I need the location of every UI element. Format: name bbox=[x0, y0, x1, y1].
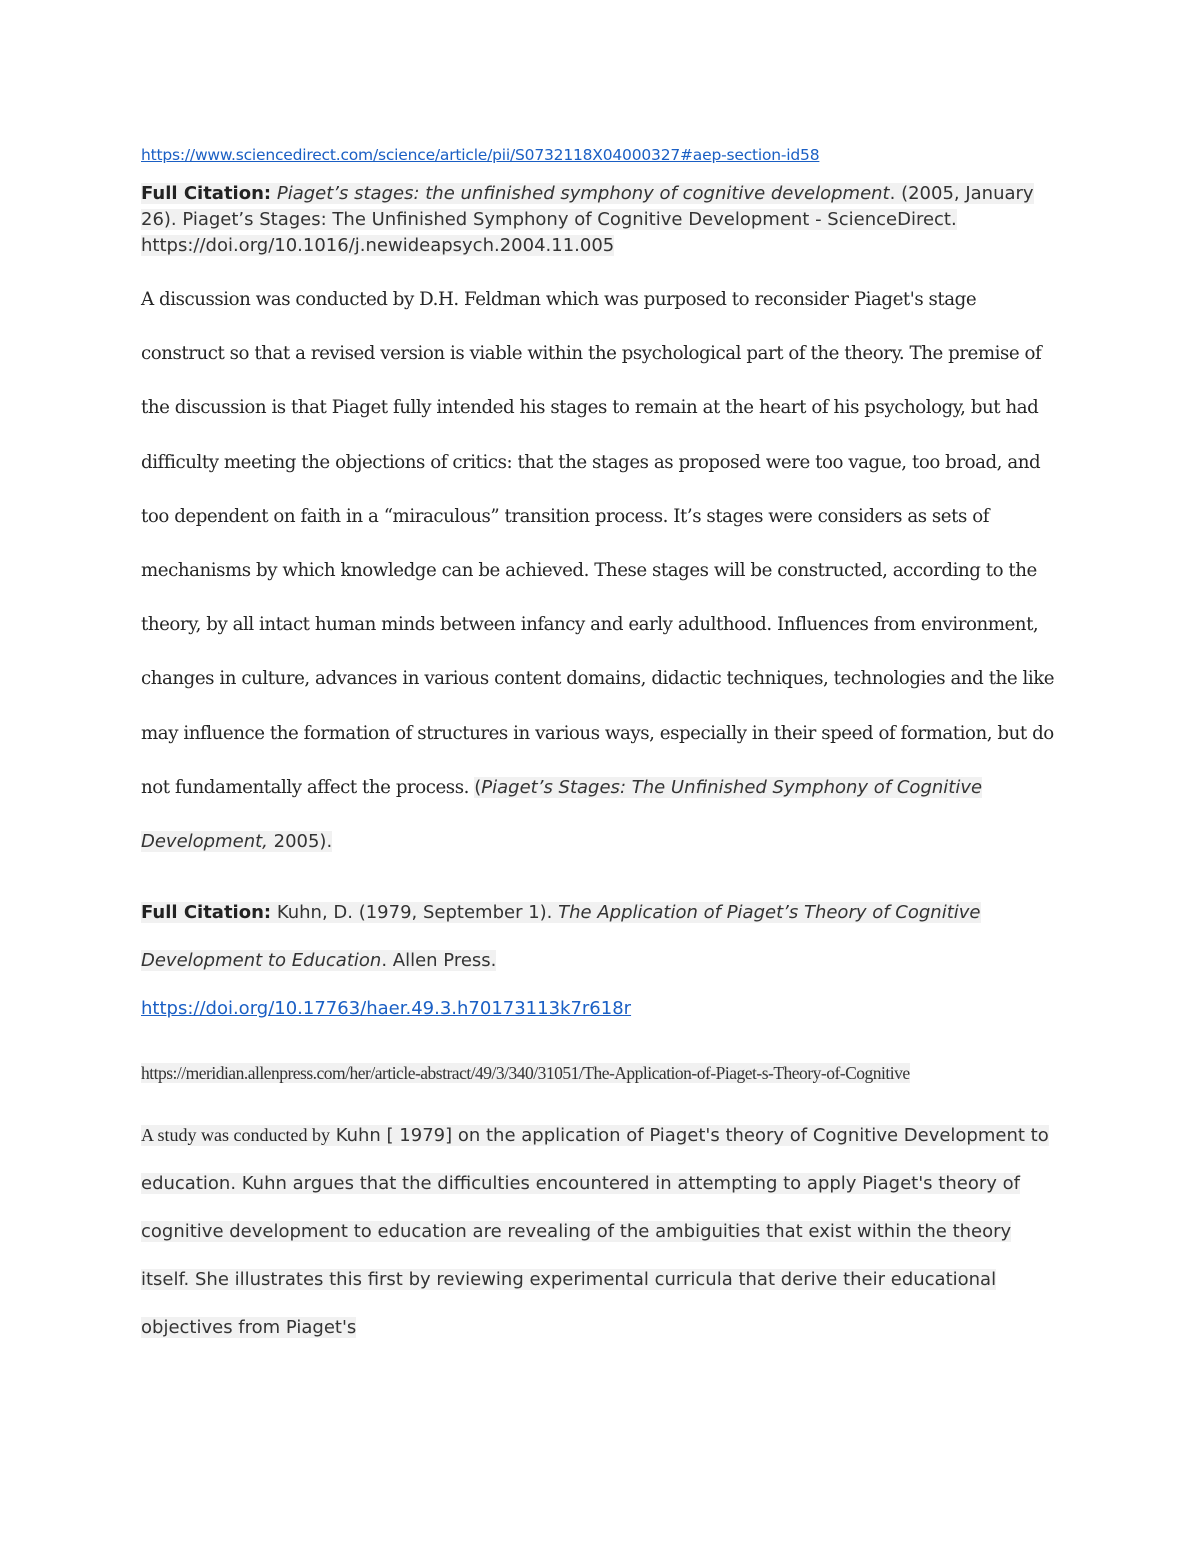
citation-details: . (2005, January 26). Piaget’s Stages: The Unfinished Symphony of Cognitive Development - ScienceDirect. https://doi.org/10.1016/j.newideapsych.2004.11.005 bbox=[141, 183, 1034, 256]
summary-paragraph-feldman bbox=[141, 273, 1061, 869]
summary-paragraph-kuhn bbox=[141, 1111, 1061, 1352]
citation-authors: Kuhn, D. (1979, September 1). bbox=[271, 902, 559, 924]
sciencedirect-url-line bbox=[141, 143, 1061, 167]
citation-title: The Application of Piaget’s Theory of Cognitive Development to Education bbox=[141, 902, 981, 972]
meridian-url: https://meridian.allenpress.com/her/article-abstract/49/3/340/31051/The-Application-of-Piaget-s-Theory-of-Cognitive bbox=[141, 1063, 910, 1084]
in-text-citation-year: 2005). bbox=[267, 831, 333, 853]
citation-feldman bbox=[141, 181, 1061, 259]
citation-publisher: . Allen Press. bbox=[381, 950, 497, 972]
summary-body: Kuhn [ 1979] on the application of Piaget's theory of Cognitive Development to education. Kuhn argues that the difficulties encountered in attempting to apply Piaget's theory of cognitive development to education are revealing of the ambiguities that exist within the theory itself. She illustrates this first by reviewing experimental curricula that derive their educational objectives from Piaget's bbox=[141, 1125, 1049, 1339]
citation-label: Full Citation: bbox=[141, 902, 272, 924]
citation-title: Piaget’s stages: the unfinished symphony of cognitive development bbox=[276, 183, 890, 204]
in-text-citation-title: Piaget’s Stages: The Unfinished Symphony of Cognitive Development, bbox=[141, 776, 983, 853]
summary-lead: A study was conducted by bbox=[141, 1125, 330, 1146]
in-text-citation-open: ( bbox=[474, 776, 482, 798]
doi-link[interactable]: https://doi.org/10.17763/haer.49.3.h70173113k7r618r bbox=[141, 998, 632, 1020]
summary-body: A discussion was conducted by D.H. Feldman which was purposed to reconsider Piaget's stage construct so that a revised version is viable within the psychological part of the theory. The premise of the discussion is that Piaget fully intended his stages to remain at the heart of his psychology, but had difficulty meeting the objections of critics: that the stages as proposed were too vague, too broad, and too dependent on faith in a “miraculous” transition process. It’s stages were considers as sets of mechanisms by which knowledge can be achieved. These stages will be constructed, according to the theory, by all intact human minds between infancy and early adulthood. Influences from environment, changes in culture, advances in various content domains, didactic techniques, technologies and the like may influence the formation of structures in various ways, especially in their speed of formation, but do not fundamentally affect the process. bbox=[141, 289, 1055, 798]
citation-label: Full Citation: bbox=[141, 183, 272, 204]
sciencedirect-link[interactable]: https://www.sciencedirect.com/science/article/pii/S0732118X04000327#aep-section-id58 bbox=[141, 146, 820, 164]
meridian-url-line bbox=[141, 1049, 1061, 1097]
citation-kuhn bbox=[141, 889, 1061, 1033]
document-content bbox=[141, 143, 1061, 1352]
